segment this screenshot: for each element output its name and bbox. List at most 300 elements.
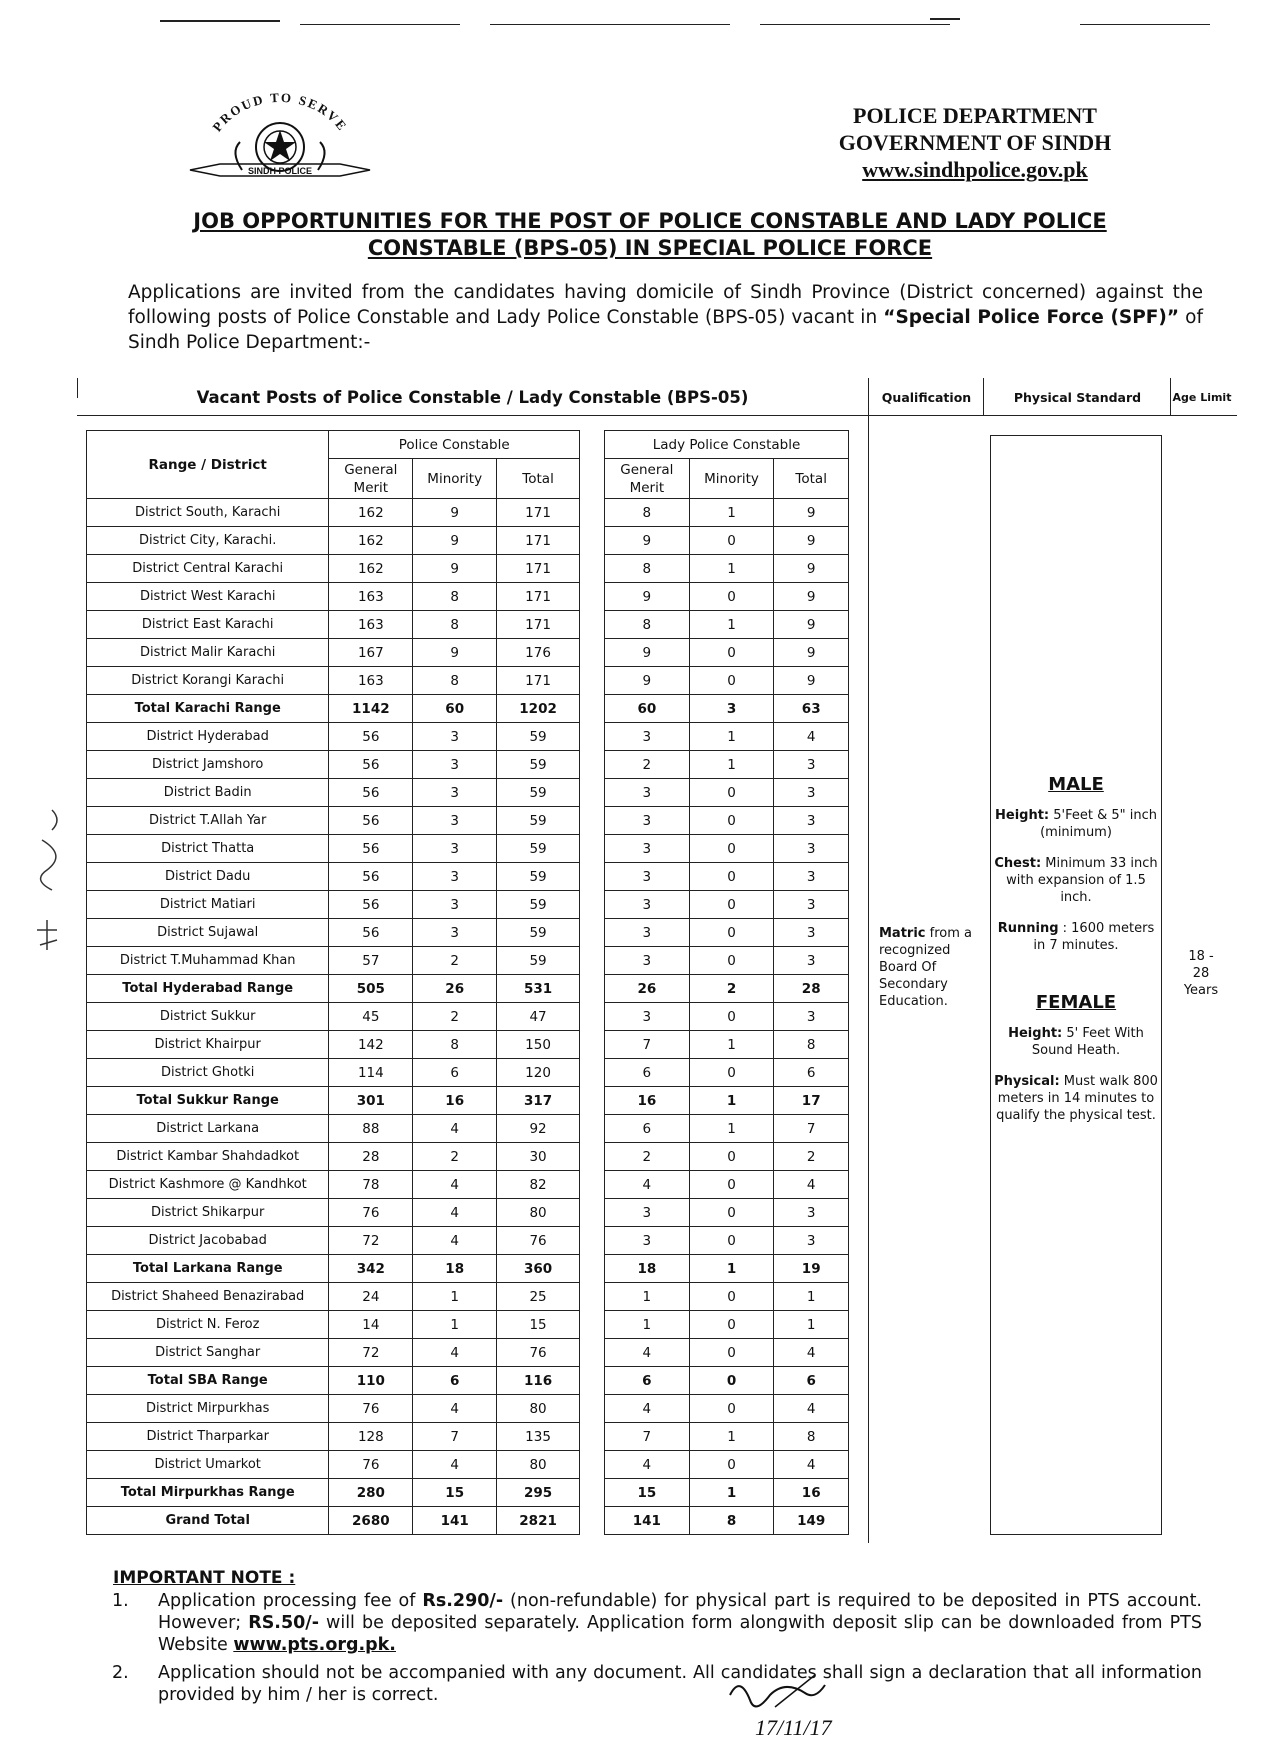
table-row <box>87 1423 580 1451</box>
pc-general-merit-cell: 128 <box>329 1423 413 1451</box>
physical-standard-heading: Physical Standard <box>1013 389 1142 405</box>
table-row <box>605 1311 849 1339</box>
scan-line <box>160 20 280 22</box>
lpc-general-merit-cell: 1 <box>605 1311 690 1339</box>
lpc-general-merit-cell: 3 <box>605 835 690 863</box>
table-row <box>87 751 580 779</box>
table-row <box>87 1507 580 1535</box>
police-constable-header: Police Constable <box>329 431 580 459</box>
scan-line <box>760 24 950 25</box>
female-physical-label: Physical: <box>994 1074 1060 1089</box>
lpc-total-cell: 2 <box>774 1143 849 1171</box>
table-row <box>605 1115 849 1143</box>
lpc-general-merit-cell: 60 <box>605 695 690 723</box>
lpc-minority-cell: 0 <box>689 1339 774 1367</box>
lpc-minority-cell: 0 <box>689 1395 774 1423</box>
table-row <box>605 527 849 555</box>
pc-total-cell: 295 <box>497 1479 580 1507</box>
district-name: Total Mirpurkhas Range <box>87 1479 329 1507</box>
pc-total-cell: 2821 <box>497 1507 580 1535</box>
table-row <box>605 1479 849 1507</box>
pc-total-cell: 171 <box>497 527 580 555</box>
pc-total-cell: 15 <box>497 1311 580 1339</box>
table-row <box>87 1199 580 1227</box>
lpc-general-merit-cell: 3 <box>605 919 690 947</box>
lpc-minority-cell: 1 <box>689 1031 774 1059</box>
table-row <box>87 1283 580 1311</box>
table-row <box>87 975 580 1003</box>
pc-minority-cell: 4 <box>413 1199 497 1227</box>
table-row <box>87 611 580 639</box>
pc-general-merit-cell: 14 <box>329 1311 413 1339</box>
district-name: District Malir Karachi <box>87 639 329 667</box>
district-name: District Khairpur <box>87 1031 329 1059</box>
pc-general-merit-cell: 110 <box>329 1367 413 1395</box>
table-row <box>605 1423 849 1451</box>
lpc-minority-cell: 1 <box>689 751 774 779</box>
table-row <box>605 499 849 527</box>
male-height <box>991 807 1161 841</box>
district-name: District T.Muhammad Khan <box>87 947 329 975</box>
pc-minority-cell: 8 <box>413 667 497 695</box>
table-row <box>605 1199 849 1227</box>
total-header: Total <box>774 459 849 499</box>
table-row <box>87 639 580 667</box>
lpc-minority-cell: 0 <box>689 1283 774 1311</box>
lpc-general-merit-cell: 16 <box>605 1087 690 1115</box>
pc-general-merit-cell: 78 <box>329 1171 413 1199</box>
lpc-total-cell: 3 <box>774 835 849 863</box>
table-row <box>87 723 580 751</box>
pc-general-merit-cell: 72 <box>329 1227 413 1255</box>
signature-date: 17/11/17 <box>755 1715 832 1740</box>
lpc-total-cell: 1 <box>774 1283 849 1311</box>
table-row <box>605 639 849 667</box>
lpc-total-cell: 7 <box>774 1115 849 1143</box>
minority-header: Minority <box>689 459 774 499</box>
pc-total-cell: 360 <box>497 1255 580 1283</box>
pc-total-cell: 92 <box>497 1115 580 1143</box>
lpc-total-cell: 9 <box>774 611 849 639</box>
lpc-total-cell: 17 <box>774 1087 849 1115</box>
pc-total-cell: 59 <box>497 835 580 863</box>
district-name: District N. Feroz <box>87 1311 329 1339</box>
pc-minority-cell: 60 <box>413 695 497 723</box>
lpc-minority-cell: 0 <box>689 1311 774 1339</box>
female-heading: FEMALE <box>1035 992 1117 1013</box>
lpc-minority-cell: 1 <box>689 723 774 751</box>
lpc-minority-cell: 0 <box>689 1059 774 1087</box>
table-row <box>87 1227 580 1255</box>
district-name: Total Hyderabad Range <box>87 975 329 1003</box>
pc-general-merit-cell: 162 <box>329 527 413 555</box>
lpc-minority-cell: 0 <box>689 527 774 555</box>
lpc-minority-cell: 0 <box>689 779 774 807</box>
pc-total-cell: 176 <box>497 639 580 667</box>
district-name: District Sukkur <box>87 1003 329 1031</box>
district-name: District Larkana <box>87 1115 329 1143</box>
district-name: District Umarkot <box>87 1451 329 1479</box>
pc-total-cell: 59 <box>497 807 580 835</box>
lpc-general-merit-cell: 6 <box>605 1115 690 1143</box>
table-row <box>605 555 849 583</box>
pc-minority-cell: 6 <box>413 1059 497 1087</box>
lpc-total-cell: 9 <box>774 667 849 695</box>
district-name: District Central Karachi <box>87 555 329 583</box>
lpc-total-cell: 16 <box>774 1479 849 1507</box>
table-row <box>87 1451 580 1479</box>
table-row <box>87 1367 580 1395</box>
pc-minority-cell: 2 <box>413 1003 497 1031</box>
lpc-total-cell: 9 <box>774 639 849 667</box>
lpc-minority-cell: 8 <box>689 1507 774 1535</box>
table-row <box>605 1171 849 1199</box>
intro-text-2: of Sindh Police Department:- <box>128 307 1204 353</box>
scan-line <box>490 24 730 25</box>
lpc-total-cell: 3 <box>774 807 849 835</box>
table-row <box>87 807 580 835</box>
district-name: District Korangi Karachi <box>87 667 329 695</box>
pc-total-cell: 59 <box>497 947 580 975</box>
intro-text-1: Applications are invited from the candidates having domicile of Sindh Province (District concerned) against the following posts of Police Constable and Lady Police Constable (BPS-05) vacant in <box>128 282 1203 328</box>
issuer-government: GOVERNMENT OF SINDH <box>838 130 1112 155</box>
table-row <box>87 835 580 863</box>
district-name: District T.Allah Yar <box>87 807 329 835</box>
lpc-general-merit-cell: 8 <box>605 611 690 639</box>
table-row <box>87 1255 580 1283</box>
pc-general-merit-cell: 56 <box>329 919 413 947</box>
pc-total-cell: 76 <box>497 1339 580 1367</box>
logo-motto-text: PROUD TO SERVE <box>209 92 351 135</box>
table-row <box>87 1031 580 1059</box>
note-item <box>112 1590 1202 1656</box>
lpc-general-merit-cell: 141 <box>605 1507 690 1535</box>
table-row <box>605 891 849 919</box>
pc-minority-cell: 4 <box>413 1451 497 1479</box>
lpc-total-cell: 149 <box>774 1507 849 1535</box>
male-chest-label: Chest: <box>994 856 1042 871</box>
lpc-minority-cell: 0 <box>689 947 774 975</box>
lpc-total-cell: 3 <box>774 947 849 975</box>
female-height <box>991 1025 1161 1059</box>
pc-minority-cell: 2 <box>413 1143 497 1171</box>
lpc-minority-cell: 0 <box>689 1003 774 1031</box>
pc-total-cell: 116 <box>497 1367 580 1395</box>
table-row <box>605 1087 849 1115</box>
table-row <box>87 863 580 891</box>
lpc-total-cell: 6 <box>774 1367 849 1395</box>
page-title <box>130 208 1170 262</box>
lpc-total-cell: 28 <box>774 975 849 1003</box>
table-row <box>87 1087 580 1115</box>
male-running <box>991 920 1161 954</box>
table-row <box>87 1003 580 1031</box>
lpc-general-merit-cell: 3 <box>605 807 690 835</box>
issuer-department: POLICE DEPARTMENT <box>853 103 1097 128</box>
lpc-general-merit-cell: 9 <box>605 639 690 667</box>
lpc-total-cell: 1 <box>774 1311 849 1339</box>
lpc-minority-cell: 0 <box>689 807 774 835</box>
pc-general-merit-cell: 56 <box>329 891 413 919</box>
table-row <box>605 1031 849 1059</box>
pc-general-merit-cell: 280 <box>329 1479 413 1507</box>
note-text <box>158 1590 1202 1656</box>
lpc-general-merit-cell: 3 <box>605 779 690 807</box>
female-height-value: 5' Feet With Sound Heath. <box>1031 1026 1144 1058</box>
note-item <box>112 1662 1202 1706</box>
district-name: District Shaheed Benazirabad <box>87 1283 329 1311</box>
lpc-total-cell: 9 <box>774 499 849 527</box>
pc-minority-cell: 26 <box>413 975 497 1003</box>
pc-total-cell: 80 <box>497 1451 580 1479</box>
lpc-general-merit-cell: 2 <box>605 1143 690 1171</box>
pc-total-cell: 171 <box>497 611 580 639</box>
age-limit-heading: Age Limit <box>1172 390 1232 404</box>
lpc-general-merit-cell: 4 <box>605 1339 690 1367</box>
lpc-minority-cell: 0 <box>689 891 774 919</box>
pc-total-cell: 150 <box>497 1031 580 1059</box>
district-name: Total Larkana Range <box>87 1255 329 1283</box>
district-name: District Matiari <box>87 891 329 919</box>
lpc-total-cell: 3 <box>774 891 849 919</box>
scan-line <box>930 18 960 20</box>
title-line-1: JOB OPPORTUNITIES FOR THE POST OF POLICE CONSTABLE AND LADY POLICE <box>193 209 1107 233</box>
pc-total-cell: 80 <box>497 1199 580 1227</box>
lpc-total-cell: 19 <box>774 1255 849 1283</box>
pc-minority-cell: 6 <box>413 1367 497 1395</box>
male-heading: MALE <box>1048 774 1104 795</box>
qualification-text: from a recognized Board Of Secondary Education. <box>879 926 972 1009</box>
lpc-total-cell: 9 <box>774 527 849 555</box>
lpc-general-merit-cell: 4 <box>605 1451 690 1479</box>
table-row <box>87 1339 580 1367</box>
table-row <box>605 807 849 835</box>
pc-total-cell: 135 <box>497 1423 580 1451</box>
district-name: District Kashmore @ Kandhkot <box>87 1171 329 1199</box>
district-name: Total SBA Range <box>87 1367 329 1395</box>
lady-police-constable-header: Lady Police Constable <box>605 431 849 459</box>
pc-general-merit-cell: 163 <box>329 667 413 695</box>
district-name: District West Karachi <box>87 583 329 611</box>
lpc-minority-cell: 1 <box>689 1423 774 1451</box>
pc-minority-cell: 1 <box>413 1283 497 1311</box>
table-row <box>87 1143 580 1171</box>
male-chest-value: Minimum 33 inch with expansion of 1.5 inch. <box>1006 856 1158 905</box>
lpc-total-cell: 63 <box>774 695 849 723</box>
pc-minority-cell: 8 <box>413 583 497 611</box>
lpc-minority-cell: 0 <box>689 639 774 667</box>
pc-general-merit-cell: 56 <box>329 779 413 807</box>
table-row <box>87 1115 580 1143</box>
note-1-part-a: Application processing fee of <box>158 1591 423 1611</box>
male-height-label: Height: <box>995 808 1050 823</box>
pc-total-cell: 59 <box>497 751 580 779</box>
note-text: Application should not be accompanied with any document. All candidates shall sign a declaration that all information provided by him / her is correct. <box>158 1663 1202 1705</box>
total-header: Total <box>497 459 580 499</box>
table-row <box>605 1003 849 1031</box>
male-chest <box>991 855 1161 906</box>
pc-total-cell: 171 <box>497 499 580 527</box>
lpc-total-cell: 4 <box>774 723 849 751</box>
qualification-cell <box>879 925 977 1010</box>
lpc-total-cell: 3 <box>774 863 849 891</box>
pts-website-link[interactable]: www.pts.org.pk. <box>233 1635 396 1655</box>
pc-total-cell: 171 <box>497 583 580 611</box>
pc-minority-cell: 3 <box>413 807 497 835</box>
lpc-total-cell: 9 <box>774 583 849 611</box>
table-row <box>605 1339 849 1367</box>
pc-total-cell: 30 <box>497 1143 580 1171</box>
pc-total-cell: 25 <box>497 1283 580 1311</box>
svg-text:PROUD TO SERVE <box>209 92 350 134</box>
pc-general-merit-cell: 56 <box>329 723 413 751</box>
lpc-total-cell: 3 <box>774 1227 849 1255</box>
pc-general-merit-cell: 505 <box>329 975 413 1003</box>
district-name: District Shikarpur <box>87 1199 329 1227</box>
note-number: 2. <box>112 1663 129 1683</box>
table-row <box>87 1059 580 1087</box>
pc-total-cell: 317 <box>497 1087 580 1115</box>
lpc-total-cell: 4 <box>774 1171 849 1199</box>
qualification-heading: Qualification <box>881 389 972 405</box>
intro-spf-bold: “Special Police Force (SPF)” <box>883 307 1180 328</box>
pc-total-cell: 171 <box>497 667 580 695</box>
pc-general-merit-cell: 162 <box>329 499 413 527</box>
table-row <box>605 1395 849 1423</box>
pc-total-cell: 59 <box>497 919 580 947</box>
district-name: District Sanghar <box>87 1339 329 1367</box>
table-row <box>605 863 849 891</box>
lpc-general-merit-cell: 3 <box>605 723 690 751</box>
lpc-total-cell: 4 <box>774 1395 849 1423</box>
table-row <box>87 527 580 555</box>
lpc-minority-cell: 0 <box>689 863 774 891</box>
pc-minority-cell: 3 <box>413 751 497 779</box>
pc-general-merit-cell: 76 <box>329 1199 413 1227</box>
pc-general-merit-cell: 56 <box>329 751 413 779</box>
pc-minority-cell: 1 <box>413 1311 497 1339</box>
district-name: District Ghotki <box>87 1059 329 1087</box>
issuer-website-link[interactable]: www.sindhpolice.gov.pk <box>862 157 1088 182</box>
pc-general-merit-cell: 76 <box>329 1451 413 1479</box>
table-row <box>87 1311 580 1339</box>
lpc-total-cell: 8 <box>774 1031 849 1059</box>
pc-total-cell: 531 <box>497 975 580 1003</box>
pc-minority-cell: 3 <box>413 863 497 891</box>
minority-header: Minority <box>413 459 497 499</box>
lpc-general-merit-cell: 4 <box>605 1395 690 1423</box>
lpc-minority-cell: 0 <box>689 667 774 695</box>
table-row <box>605 1367 849 1395</box>
table-row <box>605 695 849 723</box>
lpc-general-merit-cell: 9 <box>605 527 690 555</box>
table-row <box>87 1171 580 1199</box>
margin-scribble <box>22 800 72 980</box>
table-row <box>87 891 580 919</box>
qualification-bold: Matric <box>879 926 926 941</box>
lpc-general-merit-cell: 6 <box>605 1059 690 1087</box>
lpc-total-cell: 4 <box>774 1451 849 1479</box>
pc-general-merit-cell: 301 <box>329 1087 413 1115</box>
pc-total-cell: 80 <box>497 1395 580 1423</box>
pc-general-merit-cell: 45 <box>329 1003 413 1031</box>
district-name: District City, Karachi. <box>87 527 329 555</box>
pc-minority-cell: 3 <box>413 723 497 751</box>
general-merit-header: General Merit <box>605 459 690 499</box>
table-row <box>87 583 580 611</box>
table-row <box>87 695 580 723</box>
lpc-total-cell: 8 <box>774 1423 849 1451</box>
important-note-heading: IMPORTANT NOTE : <box>113 1568 296 1588</box>
age-limit-value: 18 - 28 Years <box>1183 949 1219 998</box>
district-name: District East Karachi <box>87 611 329 639</box>
lpc-minority-cell: 0 <box>689 919 774 947</box>
physical-standard-cell <box>990 435 1162 1535</box>
table-row <box>605 611 849 639</box>
separate-fee: RS.50/- <box>248 1613 319 1633</box>
table-row <box>87 555 580 583</box>
lpc-minority-cell: 0 <box>689 1199 774 1227</box>
pc-minority-cell: 4 <box>413 1171 497 1199</box>
pc-minority-cell: 4 <box>413 1227 497 1255</box>
lpc-minority-cell: 0 <box>689 583 774 611</box>
pc-minority-cell: 16 <box>413 1087 497 1115</box>
table-row <box>87 1395 580 1423</box>
lpc-minority-cell: 1 <box>689 611 774 639</box>
sindh-police-logo <box>180 92 380 187</box>
male-height-value: 5'Feet & 5" inch (minimum) <box>1040 808 1157 840</box>
district-name: District Jacobabad <box>87 1227 329 1255</box>
table-row <box>605 1283 849 1311</box>
district-name: District Tharparkar <box>87 1423 329 1451</box>
pc-total-cell: 76 <box>497 1227 580 1255</box>
lpc-general-merit-cell: 3 <box>605 891 690 919</box>
lpc-minority-cell: 1 <box>689 499 774 527</box>
pc-total-cell: 59 <box>497 891 580 919</box>
lpc-general-merit-cell: 7 <box>605 1031 690 1059</box>
lpc-total-cell: 4 <box>774 1339 849 1367</box>
lpc-minority-cell: 0 <box>689 1367 774 1395</box>
pc-general-merit-cell: 142 <box>329 1031 413 1059</box>
pc-total-cell: 59 <box>497 723 580 751</box>
lpc-minority-cell: 1 <box>689 1087 774 1115</box>
table-row <box>87 947 580 975</box>
table-row <box>605 779 849 807</box>
scan-line <box>300 24 460 25</box>
lpc-general-merit-cell: 18 <box>605 1255 690 1283</box>
lpc-minority-cell: 3 <box>689 695 774 723</box>
lpc-general-merit-cell: 1 <box>605 1283 690 1311</box>
pc-minority-cell: 3 <box>413 779 497 807</box>
pc-minority-cell: 3 <box>413 919 497 947</box>
table-row <box>605 1507 849 1535</box>
table-row <box>87 667 580 695</box>
pc-minority-cell: 9 <box>413 499 497 527</box>
frame-line <box>983 378 984 416</box>
issuer-header <box>805 102 1145 183</box>
pc-general-merit-cell: 72 <box>329 1339 413 1367</box>
table-row <box>605 667 849 695</box>
table-row <box>605 1227 849 1255</box>
lpc-general-merit-cell: 8 <box>605 499 690 527</box>
pc-general-merit-cell: 342 <box>329 1255 413 1283</box>
table-row <box>605 975 849 1003</box>
lpc-general-merit-cell: 9 <box>605 583 690 611</box>
lpc-general-merit-cell: 9 <box>605 667 690 695</box>
pc-minority-cell: 7 <box>413 1423 497 1451</box>
pc-minority-cell: 9 <box>413 639 497 667</box>
pc-total-cell: 82 <box>497 1171 580 1199</box>
